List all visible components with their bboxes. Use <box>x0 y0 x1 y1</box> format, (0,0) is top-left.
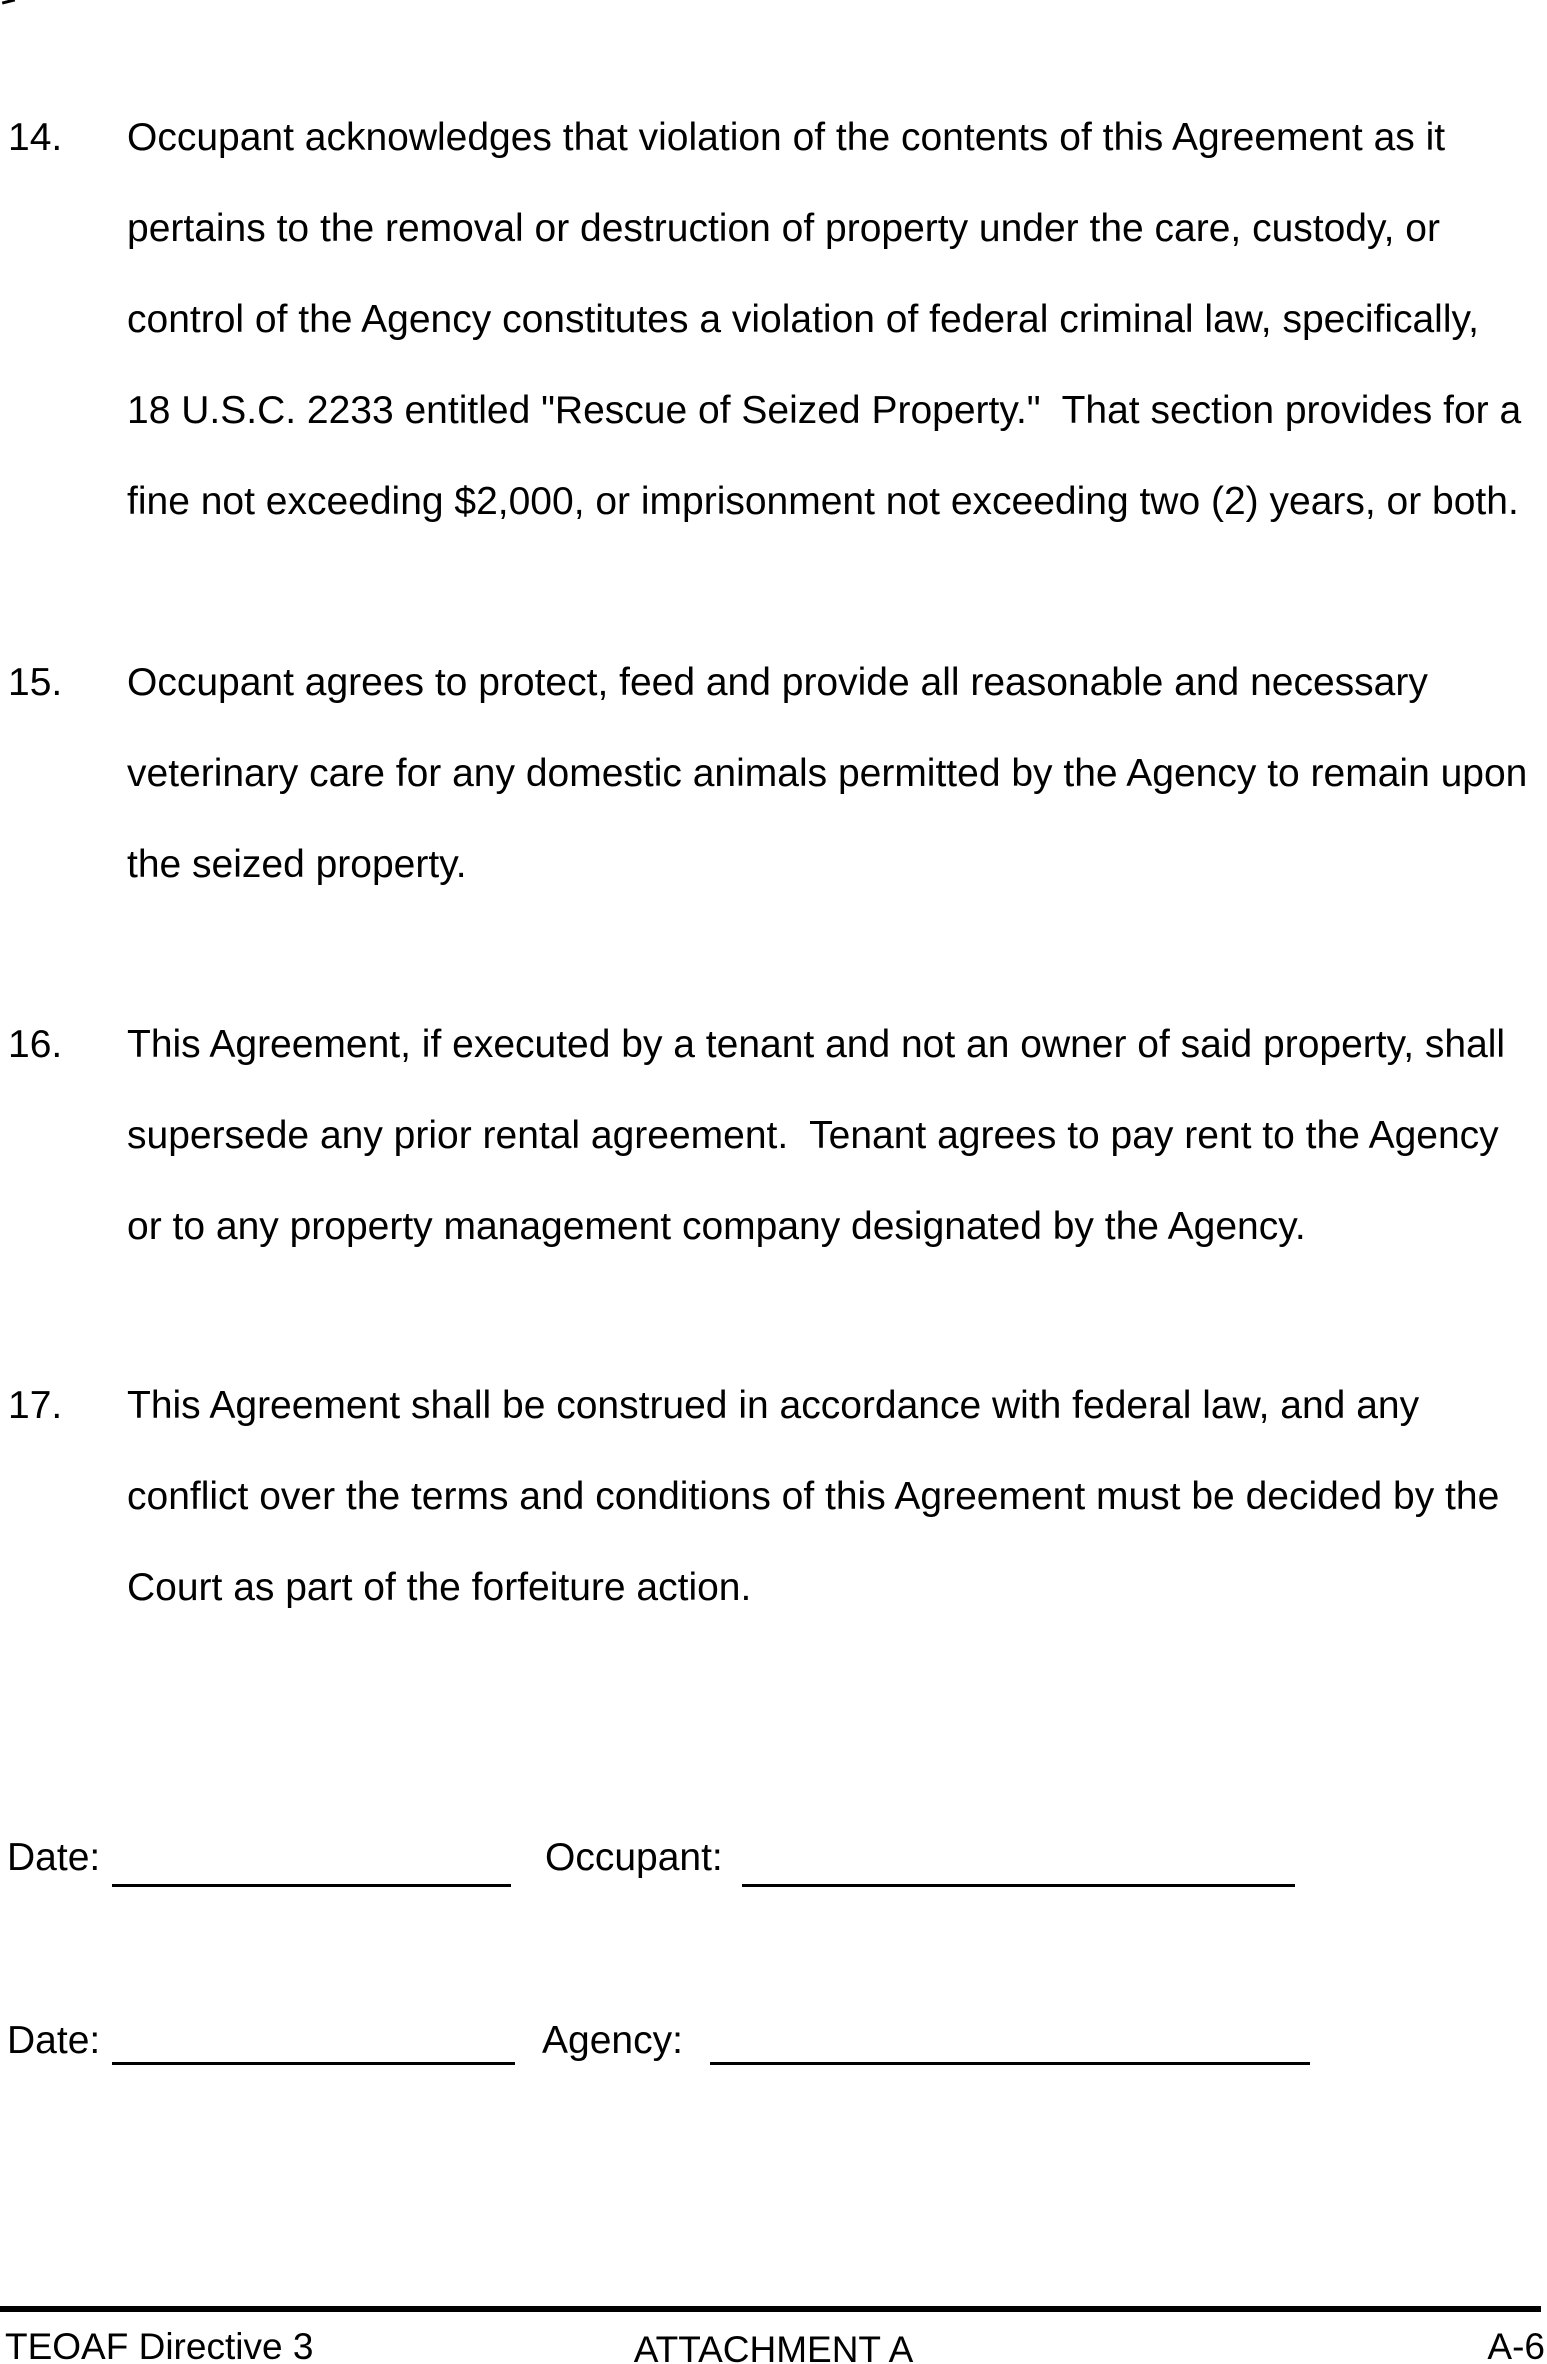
paragraph-line: Occupant agrees to protect, feed and provide all reasonable and necessary <box>127 661 1428 704</box>
date-fill-line <box>112 1884 511 1887</box>
numbered-paragraph-16 <box>0 999 1547 1272</box>
footer-center: ATTACHMENT A <box>633 2329 914 2364</box>
paragraph-line: veterinary care for any domestic animals permitted by the Agency to remain upon <box>127 752 1528 795</box>
numbered-paragraph-15 <box>0 637 1547 910</box>
numbered-paragraph-14 <box>0 92 1547 547</box>
paragraph-line: conflict over the terms and conditions of this Agreement must be decided by the <box>127 1475 1500 1518</box>
paragraph-line: or to any property management company designated by the Agency. <box>127 1205 1306 1248</box>
paragraph-line: This Agreement shall be construed in accordance with federal law, and any <box>127 1384 1420 1427</box>
paragraph-number: 15. <box>8 661 63 704</box>
agency-label: Agency: <box>542 2019 683 2062</box>
date-label: Date: <box>7 2019 101 2062</box>
date-label: Date: <box>7 1836 101 1879</box>
footer-left: TEOAF Directive 3 <box>5 2326 314 2364</box>
paragraph-line: supersede any prior rental agreement. Tenant agrees to pay rent to the Agency <box>127 1114 1499 1157</box>
paragraph-line: fine not exceeding $2,000, or imprisonment not exceeding two (2) years, or both. <box>127 480 1519 523</box>
date-fill-line <box>112 2062 515 2065</box>
occupant-fill-line <box>742 1884 1295 1887</box>
scan-artifact <box>2 0 15 5</box>
paragraph-line: Court as part of the forfeiture action. <box>127 1566 752 1609</box>
paragraph-line: control of the Agency constitutes a violation of federal criminal law, specifically, <box>127 298 1479 341</box>
footer-divider <box>0 2306 1541 2312</box>
paragraph-line: pertains to the removal or destruction of property under the care, custody, or <box>127 207 1440 250</box>
paragraph-number: 14. <box>8 116 63 159</box>
paragraph-line: This Agreement, if executed by a tenant and not an owner of said property, shall <box>127 1023 1506 1066</box>
paragraph-body <box>127 1360 1541 1633</box>
paragraph-number: 17. <box>8 1384 63 1427</box>
paragraph-line: 18 U.S.C. 2233 entitled "Rescue of Seized Property." That section provides for a <box>127 389 1522 432</box>
agency-fill-line <box>710 2062 1310 2065</box>
paragraph-line: the seized property. <box>127 843 467 886</box>
paragraph-line: Occupant acknowledges that violation of the contents of this Agreement as it <box>127 116 1446 159</box>
footer-center-wrap <box>0 2328 1547 2364</box>
paragraph-body <box>127 92 1541 547</box>
footer-right: A-6 <box>1487 2326 1545 2364</box>
paragraph-number: 16. <box>8 1023 63 1066</box>
paragraph-body <box>127 637 1541 910</box>
numbered-paragraph-17 <box>0 1360 1547 1633</box>
occupant-label: Occupant: <box>545 1836 723 1879</box>
paragraph-body <box>127 999 1541 1272</box>
